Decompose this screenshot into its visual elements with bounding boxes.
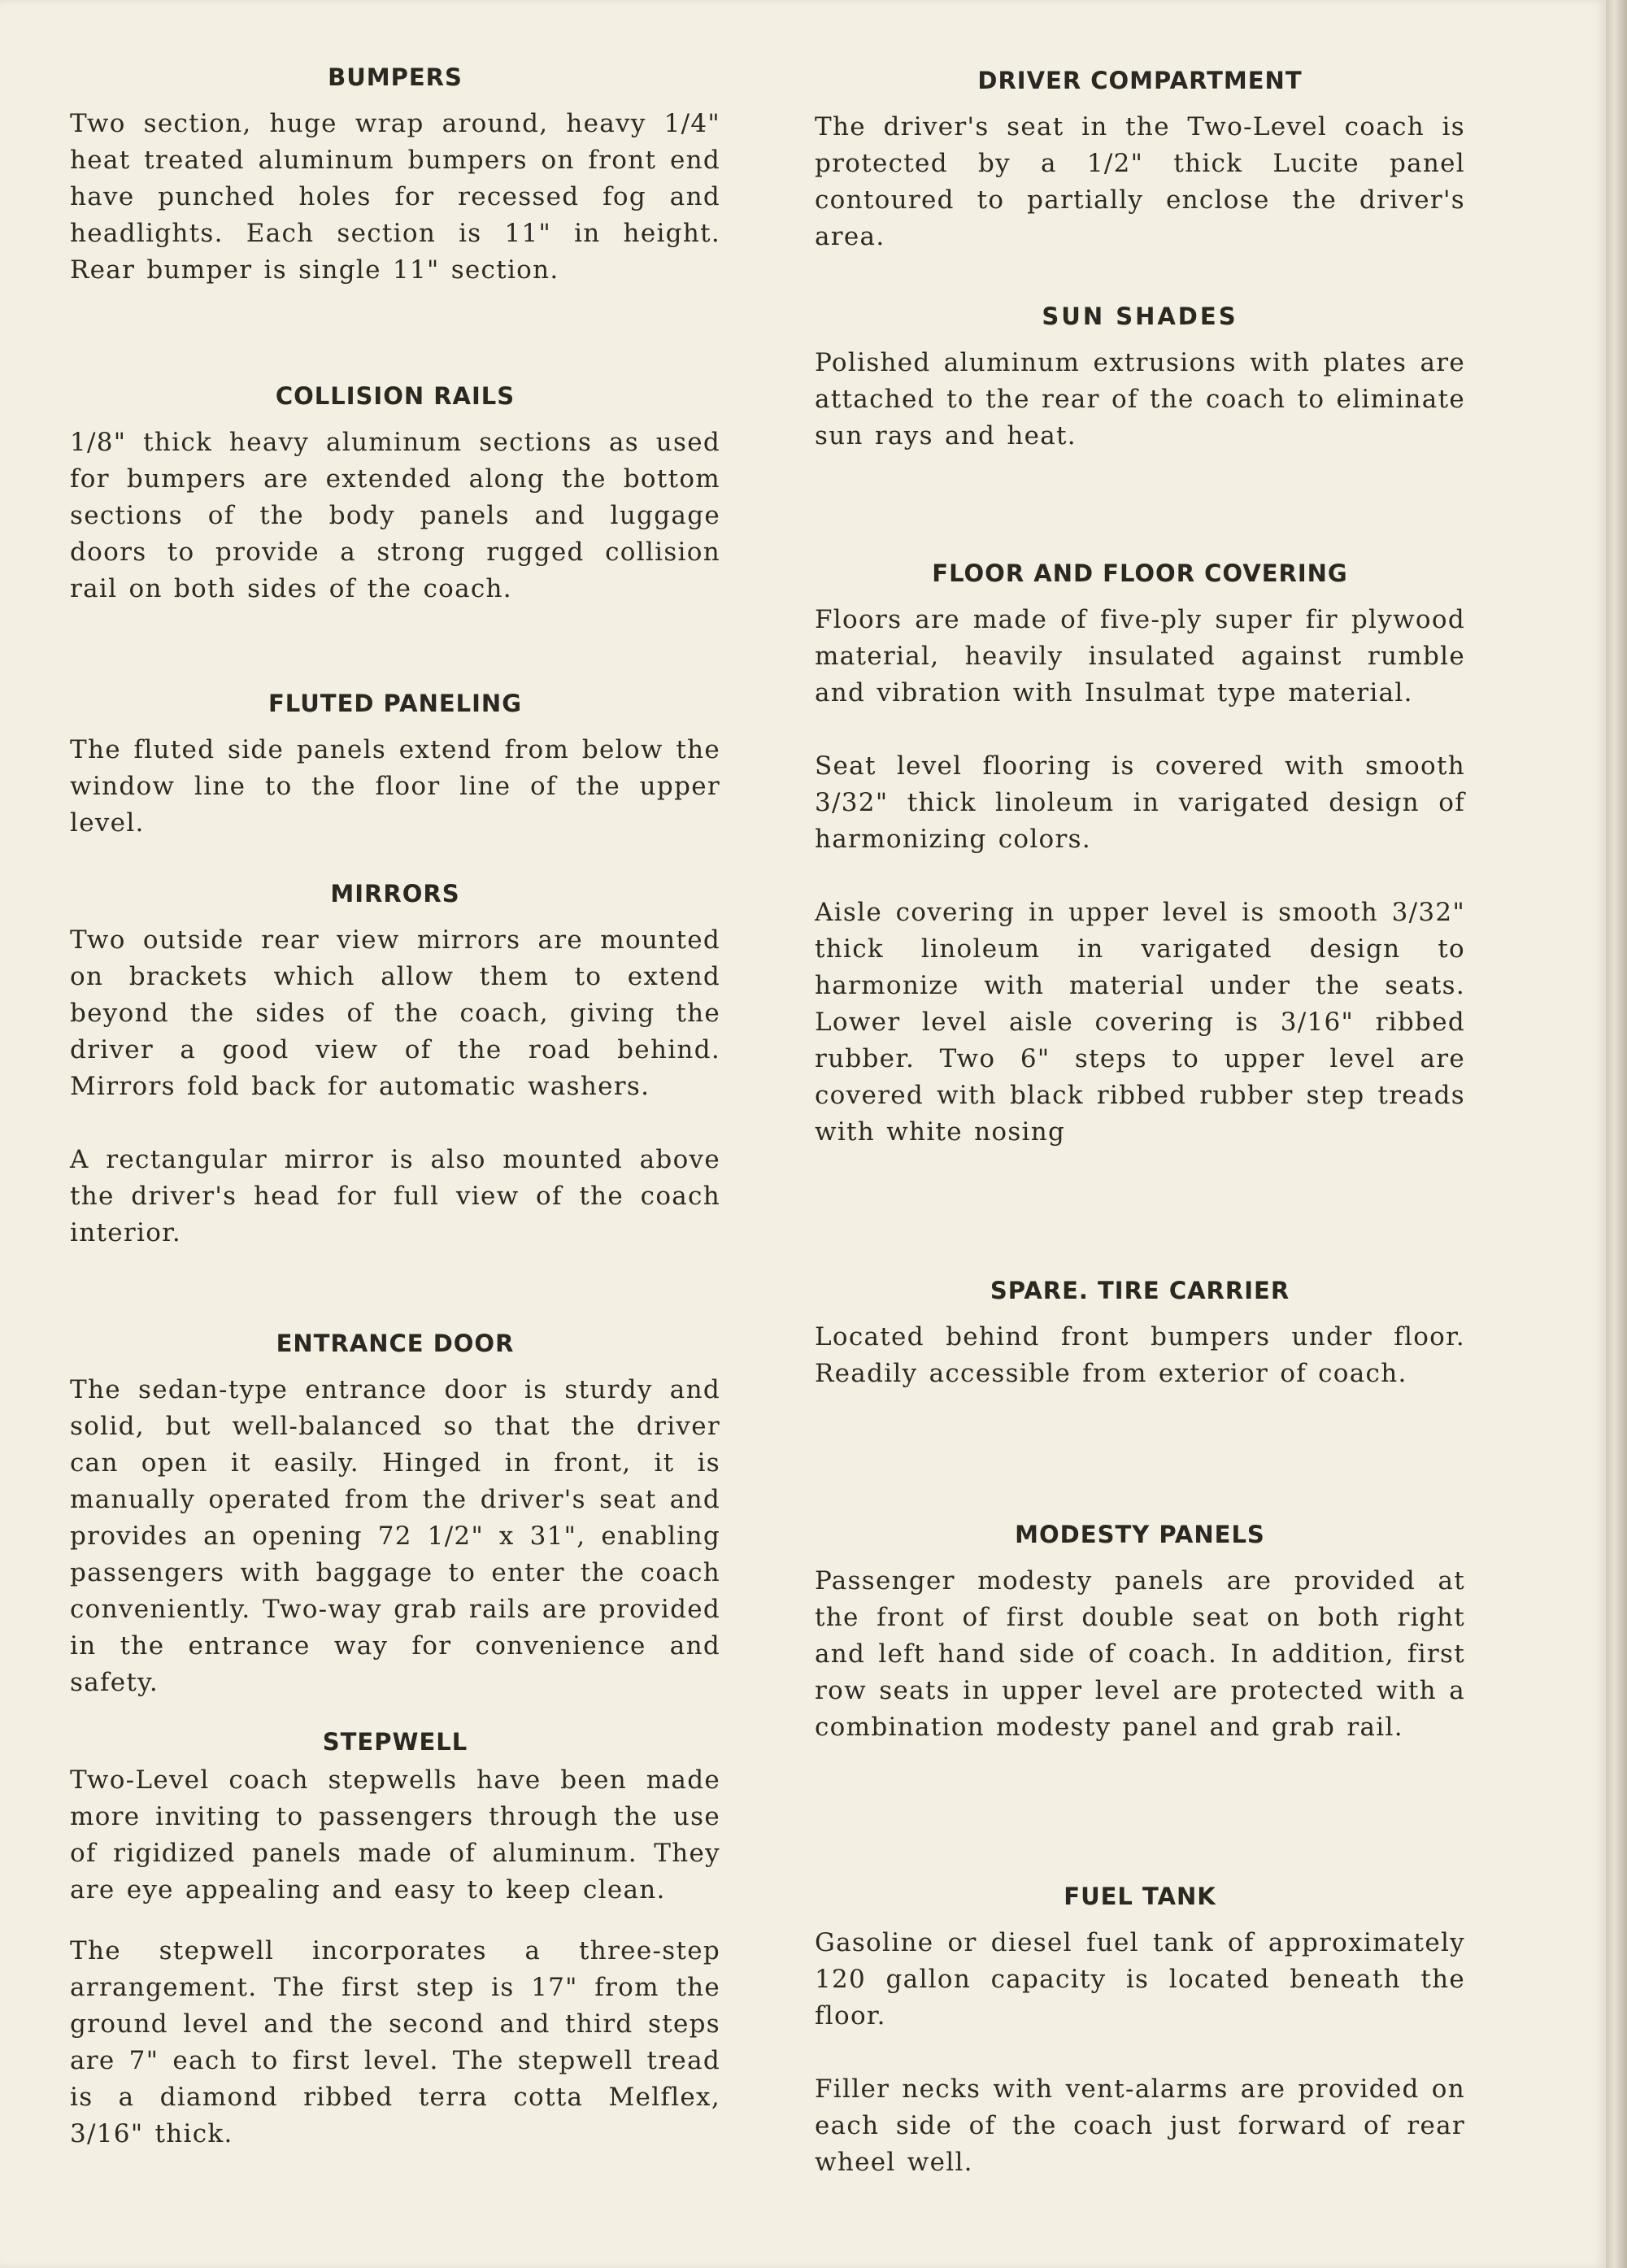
section-paragraph: The stepwell incorporates a three-step arrangement. The first step is 17" from the ground level and the second and third steps are 7" each to first level. The stepwell tread is a diamond ribbed terra cotta Melflex, 3/16" thick. [70,1936,720,2148]
section-heading: MIRRORS [330,880,460,908]
section-heading: STEPWELL [322,1728,468,1756]
section-paragraph: A rectangular mirror is also mounted above the driver's head for full view of the coach interior. [70,1145,720,1247]
section-paragraph: The fluted side panels extend from below the window line to the floor line of the upper level. [70,735,720,838]
section-paragraph: Passenger modesty panels are provided at the front of first double seat on both right and left hand side of coach. In addition, first row seats in upper level are protected with a combination modesty panel and grab rail. [815,1566,1465,1742]
section-heading: BUMPERS [328,63,463,91]
section-bumpers [70,63,720,289]
section-sun-shades [815,303,1465,455]
section-heading: DRIVER COMPARTMENT [977,67,1303,94]
section-heading: SUN SHADES [1042,303,1238,330]
section-driver-compartment [815,67,1465,255]
section-mirrors [70,880,720,1252]
section-paragraph: Seat level flooring is covered with smooth 3/32" thick linoleum in varigated design of harmonizing colors. [815,751,1465,854]
section-paragraph: 1/8" thick heavy aluminum sections as used for bumpers are extended along the bottom sections of the body panels and luggage doors to provide a strong rugged collision rail on both sides of the coach. [70,428,720,603]
page-edge [1606,0,1627,2268]
section-paragraph: Floors are made of five-ply super fir plywood material, heavily insulated against rumble and vibration with Insulmat type material. [815,605,1465,707]
section-collision-rails [70,382,720,607]
section-spare-tire-carrier [815,1277,1465,1392]
section-stepwell [70,1728,720,2153]
section-heading: ENTRANCE DOOR [276,1330,515,1357]
section-paragraph: Gasoline or diesel fuel tank of approximately 120 gallon capacity is located beneath the floor. [815,1928,1465,2031]
section-floor-covering [815,559,1465,1151]
section-paragraph: Polished aluminum extrusions with plates are attached to the rear of the coach to eliminate sun rays and heat. [815,348,1465,451]
section-modesty-panels [815,1521,1465,1746]
section-paragraph: Two outside rear view mirrors are mounted on brackets which allow them to extend beyond the sides of the coach, giving the driver a good view of the road behind. Mirrors fold back for automatic washers. [70,925,720,1101]
section-entrance-door [70,1330,720,1701]
section-paragraph: The driver's seat in the Two-Level coach is protected by a 1/2" thick Lucite panel contoured to partially enclose the driver's area. [815,112,1465,251]
section-heading: FUEL TANK [1064,1883,1216,1910]
section-paragraph: Two-Level coach stepwells have been made more inviting to passengers through the use of rigidized panels made of aluminum. They are eye appealing and easy to keep clean. [70,1765,720,1905]
section-paragraph: Aisle covering in upper level is smooth 3/32" thick linoleum in varigated design to harmonize with material under the seats. Lower level aisle covering is 3/16" ribbed rubber. Two 6" steps to upper level are covered with black ribbed rubber step treads with white nosing [815,898,1465,1147]
section-paragraph: Located behind front bumpers under floor. Readily accessible from exterior of coach. [815,1322,1465,1388]
section-paragraph: Filler necks with vent-alarms are provided on each side of the coach just forward of rear wheel well. [815,2074,1465,2177]
section-fuel-tank [815,1883,1465,2181]
section-heading: FLOOR AND FLOOR COVERING [932,559,1348,587]
section-paragraph: Two section, huge wrap around, heavy 1/4" heat treated aluminum bumpers on front end have punched holes for recessed fog and headlights. Each section is 11" in height. Rear bumper is single 11" section. [70,109,720,285]
section-heading: SPARE. TIRE CARRIER [990,1277,1290,1304]
section-heading: FLUTED PANELING [268,690,523,717]
section-fluted-paneling [70,690,720,842]
section-paragraph: The sedan-type entrance door is sturdy and solid, but well-balanced so that the driver can open it easily. Hinged in front, it is manually operated from the driver's seat and provides an opening 72 1/2" x 31", enabling passengers with baggage to enter the coach conveniently. Two-way grab rails are provided in the entrance way for convenience and safety. [70,1375,720,1697]
section-heading: MODESTY PANELS [1015,1521,1265,1548]
section-heading: COLLISION RAILS [275,382,516,410]
